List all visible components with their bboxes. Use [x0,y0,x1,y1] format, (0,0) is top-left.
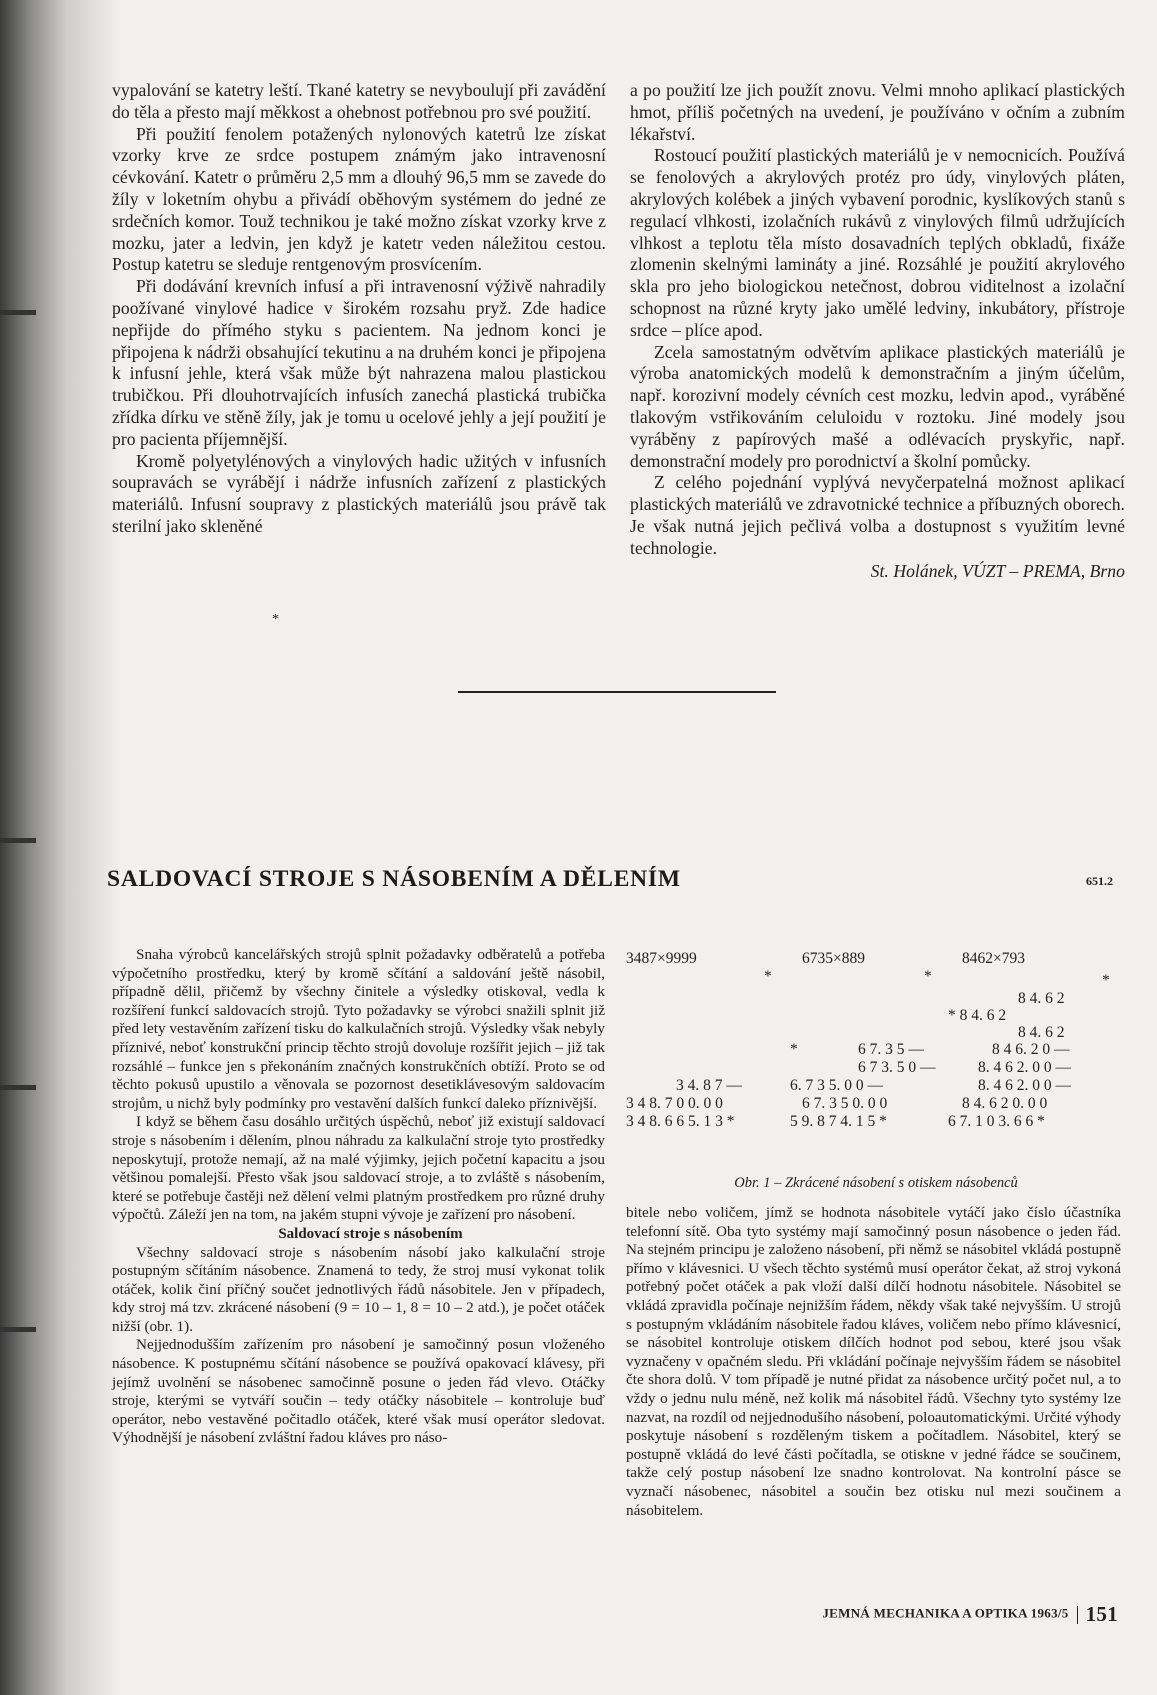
figure-cell: 3 4 8. 7 0 0. 0 0 [626,1095,723,1112]
article-title: SALDOVACÍ STROJE S NÁSOBENÍM A DĚLENÍM [107,866,681,892]
paragraph: vypalování se katetry leští. Tkané katetry se nevyboulují při zavádění do těla a přesto mají měkkost a ohebnost potřebnou pro své použití. [112,80,606,122]
figure-cell: 8. 4 6 2. 0 0 — [978,1077,1071,1094]
multiplication-figure [626,950,1126,1175]
figure-cell: 6. 7 3 5. 0 0 — [790,1077,883,1094]
figure-cell: 6 7. 3 5 0. 0 0 [802,1095,888,1112]
edge-mark [0,1085,36,1090]
paragraph: Z celého pojednání vyplývá nevyčerpatelná možnost aplikací plastických materiálů ve zdravotnické technice a příbuzných oborech. Je však nutná jejich pečlivá volba a dostupnost s využitím levné technologie. [630,472,1125,558]
bottom-right-column [626,1204,1121,1520]
edge-mark [0,310,36,315]
figure-cell: 6 7. 1 0 3. 6 6 * [948,1113,1045,1130]
section-subheading: Saldovací stroje s násobením [278,1225,463,1242]
paragraph: Nejjednodušším zařízením pro násobení je samočinný posun vloženého násobence. K postupnému sčítání násobence se používá opakovací klávesy, při jejímž uvolnění se násobenec samočinně posune o jeden řád vlevo. Otáčky stroje, kterými se vytváří součin – tedy otáčky násobitele – kontroluje buď operátor, nebo vestavěné počitadlo otáček, které však musí operátor sledovat. Výhodnější je násobení zvláštní řadou kláves pro náso- [112,1336,605,1447]
figure-cell: 3 4. 8 7 — [676,1077,742,1094]
figure-header: 6735×889 [802,950,865,967]
journal-name: JEMNÁ MECHANIKA A OPTIKA 1963/5 [822,1605,1069,1621]
figure-cell: 5 9. 8 7 4. 1 5 * [790,1113,887,1130]
page-number: 151 [1085,1602,1118,1626]
book-spine-shadow [0,0,120,1695]
figure-cell: * [924,968,932,985]
figure-cell: * [1102,972,1110,989]
figure-header: 3487×9999 [626,950,697,967]
paragraph: Všechny saldovací stroje s násobením násobí jako kalkulační stroje postupným sčítáním násobence. Znamená to tedy, že stroj musí vykonat tolik otáček, kolik činí příčný součet jednotlivých řádů násobitele. Jen v případech, kdy stroj má tzv. zkrácené násobení (9 = 10 – 1, 8 = 10 – 2 atd.), je počet otáček nižší (obr. 1). [112,1243,605,1335]
figure-cell: 8 4 6. 2 0 — [992,1041,1070,1058]
paragraph: a po použití lze jich použít znovu. Velmi mnoho aplikací plastických hmot, příliš početných na uvedení, je používáno v očním a zubním lékařství. [630,80,1125,144]
section-divider [458,691,776,693]
figure-cell: 8. 4 6 2. 0 0 — [978,1059,1071,1076]
top-left-column [112,80,606,538]
figure-cell: * 8 4. 6 2 [948,1007,1007,1024]
paragraph: Snaha výrobců kancelářských strojů splnit požadavky odběratelů a potřeba výpočetního prostředku, který by kromě sčítání a saldování ještě násobil, případně dělil, přičemž by všechny činitele a výsledky otiskoval, vedla k rozšíření funkcí saldovacích strojů. Tyto požadavky se výrobci snažili splnit již před lety vestavěním zařízení tisku do kalkulačních strojů. Výsledky však nebyly příznivé, neboť konstrukční princip těchto strojů dovoluje rozšířit jejich – již tak rozsáhlé – funkce jen s překonáním značných konstrukčních obtíží. Proto se od těchto pokusů upustilo a věnovala se pozornost desetiklávesovým saldovacím strojům, u nichž byly podmínky pro vestavění dalších funkcí daleko příznivější. [112,946,605,1112]
paragraph: bitele nebo voličem, jímž se hodnota násobitele vytáčí jako číslo účastníka telefonní sítě. Oba tyto systémy mají samočinný posun násobence o jeden řád. Na stejném principu je založeno násobení, při němž se násobitel vkládá postupně přímo v klávesnici. U všech těchto systémů musí operátor čekat, až stroj vykoná potřebný počet otáček a pak vloží další dílčí hodnotu násobitele. Násobitel se vkládá zpravidla počínaje nejnižším řádem, někdy však také nejvyšším. U strojů s postupným vkládáním násobitele řadou kláves, voličem nebo přímo klávesnicí, se násobitel kontroluje otiskem dílčích hodnot pod sebou, které jsou však vyznačeny v opačném sledu. Při vkládání počínaje nejvyšším řádem se násobitel čte shora dolů. V tom případě je nutné přidat za násobence určitý počet nul, a to vždy o jednu nulu méně, než kolik má násobitel řádů. Všechny tyto systémy lze nazvat, na rozdíl od nejjednodušího násobení, poloautomatickými. Určité výhody poskytuje násobení s rozděleným tiskem a počítadlem. Násobitel, který se postupně vkládá do levé části počítadla, se otiskne v jedné řádce se součinem, takže celý postup násobení lze snadno kontrolovat. Na kontrolní pásce se vyznačí násobenec, násobitel a součin bez otisku nul mezi součinem a násobitelem. [626,1204,1121,1519]
figure-cell: * [790,1041,798,1058]
author-signature: St. Holánek, VÚZT – PREMA, Brno [870,560,1125,581]
figure-cell: 3 4 8. 6 6 5. 1 3 * [626,1113,735,1130]
page-footer [808,1602,1118,1627]
top-right-column [630,80,1125,582]
paragraph: Při dodávání krevních infusí a při intravenosní výživě nahradily poožívané vinylové hadice v širokém rozsahu pryž. Zde hadice nepřijde do přímého styku s pacientem. Na jednom konci je připojena k nádrži obsahující tekutinu a na druhém konci je připojena k infusní jehle, která však může být nahrazena malou plastickou trubičkou. Při dlouhotrvajících infusích zanechá plastická trubička zřídka dírku ve stěně žíly, jak je tomu u ocelové jehly a její použití je pro pacienta příjemnější. [112,276,606,449]
figure-cell: * [764,968,772,985]
edge-mark [0,1327,36,1332]
bottom-left-column [112,946,605,1448]
edge-mark [0,838,36,843]
figure-header: 8462×793 [962,950,1025,967]
paragraph: Kromě polyetylénových a vinylových hadic užitých v infusních soupravách se vyrábějí i nádrže infusních zařízení z plastických materiálů. Infusní soupravy z plastických materiálů jsou právě tak sterilní jako skleněné [112,450,606,536]
classification-code: 651.2 [1086,874,1113,888]
figure-cell: 8 4. 6 2 0. 0 0 [962,1095,1048,1112]
figure-caption: Obr. 1 – Zkrácené násobení s otiskem násobenců [734,1175,1018,1191]
separator-star: * [272,612,279,627]
footer-divider [1077,1606,1078,1624]
paragraph: Při použití fenolem potažených nylonových katetrů lze získat vzorky krve ze srdce postupem známým jako intravenosní cévkování. Katetr o průměru 2,5 mm a dlouhý 96,5 mm se zavede do žíly v loketním ohybu a přivádí oběhovým systémem do jedné ze srdečních komor. Touž technikou je také možno získat vzorky krve z mozku, jater a ledvin, jen když je katetr veden náležitou cestou. Postup katetru se sleduje rentgenovým prosvícením. [112,123,606,275]
figure-cell: 6 7 3. 5 0 — [858,1059,936,1076]
figure-cell: 8 4. 6 2 [1018,1024,1065,1041]
paragraph: Zcela samostatným odvětvím aplikace plastických materiálů je výroba anatomických modelů k demonstračním a jiným účelům, např. korozivní modely cévních cest mozku, ledvin apod., vyráběné tlakovým vstřikováním celuloidu v roztoku. Jiné modely jsou vyráběny z papírových mašé a odlévacích pryskyřic, např. demonstrační modely pro porodnictví a školní pomůcky. [630,341,1125,471]
paragraph: Rostoucí použití plastických materiálů je v nemocnicích. Používá se fenolových a akrylových protéz pro údy, vinylových pláten, akrylových kolébek a jiných vybavení porodnic, kyslíkových stanů s regulací vlhkosti, izolačních rukávů z vinylových filmů udržujících vlhkost a teplotu těla místo dosavadních teplých obkladů, fixáže zlomenin skelnými lamináty a jiné. Rozsáhlé je použití akrylového skla pro jeho biologickou netečnost, dobrou viditelnost a izolační schopnost na různé kryty jako umělé ledviny, inkubátory, přístroje srdce – plíce apod. [630,145,1125,340]
paragraph: I když se během času dosáhlo určitých úspěchů, neboť již existují saldovací stroje s násobením i dělením, plnou náhradu za kalkulační stroje tyto prostředky neposkytují, protože nemají, až na malé výjimky, jejich početní kapacitu a jsou většinou pomalejší. Přesto však jsou saldovací stroje, a to zvláště s násobením, které se potřebuje častěji než dělení velmi platným prostředkem pro různé druhy výpočtů. Záleží jen na tom, na jakém stupni vývoje je zařízení pro násobení. [112,1113,605,1224]
figure-cell: 6 7. 3 5 — [858,1041,924,1058]
figure-cell: 8 4. 6 2 [1018,990,1065,1007]
